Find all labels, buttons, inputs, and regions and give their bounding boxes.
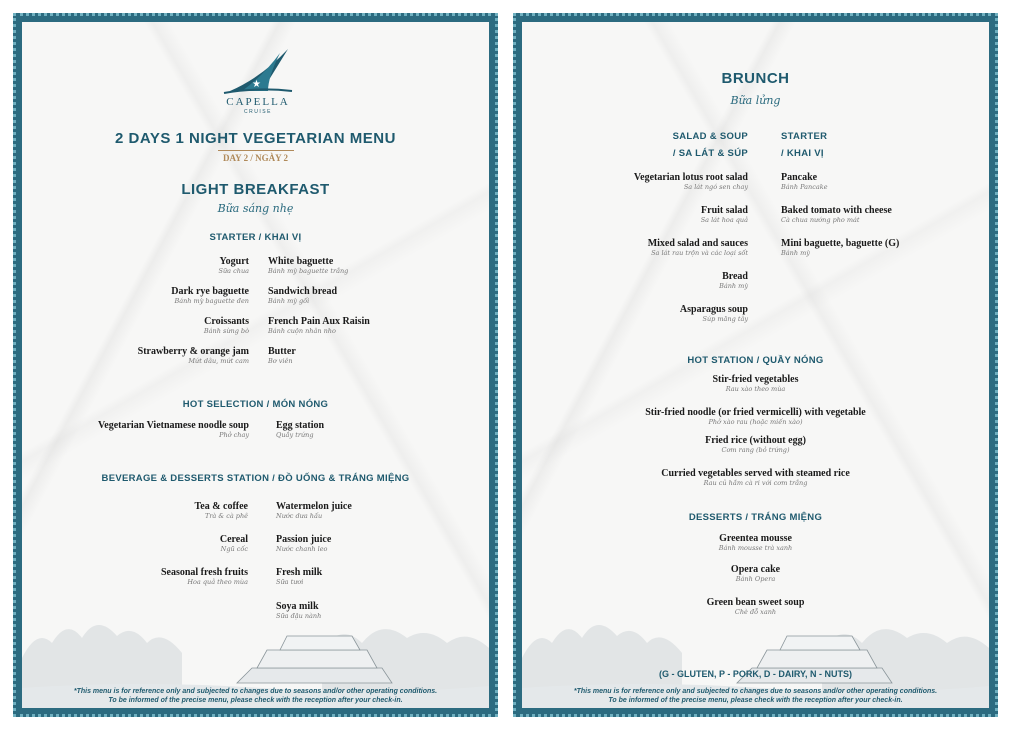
list-item [276, 567, 466, 586]
dish-name: Bread [722, 271, 748, 282]
dish-vn: Rau củ hầm cà ri với cơm trắng [703, 479, 808, 487]
section-heading-salad-vn: / SA LÁT & SÚP [672, 148, 748, 159]
menu-page-left [13, 13, 498, 717]
list-item [522, 468, 989, 487]
capella-sail-logo-icon [222, 47, 294, 97]
dish-name: Soya milk [276, 601, 319, 612]
list-item [781, 172, 981, 191]
dish-name: Fresh milk [276, 567, 323, 578]
dish-name: Yogurt [219, 256, 249, 267]
dish-vn: Bánh mỳ [781, 249, 810, 257]
list-item [522, 533, 989, 552]
dish-vn: Bánh sừng bò [203, 327, 249, 335]
dish-vn: Ngũ cốc [220, 545, 248, 553]
footer-note-1: *This menu is for reference only and subjected to changes due to seasons and/or other operating conditions. [73, 688, 438, 695]
dish-vn: Quầy trứng [276, 431, 314, 439]
list-item [82, 286, 249, 305]
dish-name: White baguette [268, 256, 334, 267]
dish-vn: Bánh mỳ baguette trắng [268, 267, 349, 275]
dish-vn: Nước dưa hấu [276, 512, 323, 520]
list-item [82, 316, 249, 335]
meal-title: BRUNCH [721, 70, 790, 87]
list-item [82, 256, 249, 275]
dish-name: Fried rice (without egg) [705, 435, 806, 446]
dish-vn: Sa lát ngó sen chay [683, 183, 748, 191]
list-item [82, 501, 248, 520]
dish-vn: Trà & cà phê [204, 512, 248, 520]
list-item [781, 205, 981, 224]
section-heading-starter: STARTER [781, 131, 828, 142]
list-item [522, 564, 989, 583]
section-heading-starter: STARTER / KHAI VỊ [209, 232, 302, 243]
dish-vn: Bánh Opera [735, 575, 776, 583]
dish-vn: Bánh mỳ gối [268, 297, 310, 305]
list-item [562, 238, 748, 257]
dish-name: Passion juice [276, 534, 332, 545]
list-item [522, 407, 989, 426]
footer-note-2: To be informed of the precise menu, please check with the reception after your check-in. [108, 697, 403, 704]
dish-vn: Bánh Pancake [781, 183, 828, 191]
dish-name: Curried vegetables served with steamed rice [661, 468, 850, 479]
list-item [42, 420, 249, 439]
dish-name: Fruit salad [701, 205, 748, 216]
section-heading-desserts: DESSERTS / TRÁNG MIỆNG [688, 512, 823, 523]
dish-name: Vegetarian lotus root salad [633, 172, 748, 183]
list-item [82, 567, 248, 586]
dish-vn: Bánh mỳ baguette đen [174, 297, 249, 305]
list-item [522, 435, 989, 454]
dish-name: French Pain Aux Raisin [268, 316, 370, 327]
section-heading-hot: HOT STATION / QUẦY NÓNG [687, 355, 824, 366]
footer-note-1: *This menu is for reference only and subjected to changes due to seasons and/or other operating conditions. [573, 688, 938, 695]
dish-vn: Phở xào rau (hoặc miến xào) [708, 418, 803, 426]
list-item [268, 346, 458, 365]
list-item [268, 286, 458, 305]
dish-name: Croissants [204, 316, 249, 327]
dish-name: Stir-fried noodle (or fried vermicelli) with vegetable [645, 407, 866, 418]
dish-name: Tea & coffee [194, 501, 248, 512]
dish-name: Stir-fried vegetables [712, 374, 799, 385]
list-item [562, 205, 748, 224]
dish-name: Green bean sweet soup [706, 597, 805, 608]
dish-name: Egg station [276, 420, 325, 431]
list-item [276, 420, 466, 439]
list-item [82, 534, 248, 553]
dish-vn: Cà chua nướng pho mát [781, 216, 860, 224]
menu-title: 2 DAYS 1 NIGHT VEGETARIAN MENU [115, 130, 396, 147]
meal-subtitle: Bữa sáng nhẹ [217, 202, 294, 215]
list-item [268, 316, 458, 335]
dish-vn: Bánh mousse trà xanh [718, 544, 793, 552]
day-label: DAY 2 / NGÀY 2 [222, 153, 288, 163]
dish-name: Baked tomato with cheese [781, 205, 892, 216]
dish-vn: Phở chay [219, 431, 249, 439]
dish-name: Asparagus soup [679, 304, 748, 315]
meal-title: LIGHT BREAKFAST [181, 181, 330, 198]
dish-name: Opera cake [730, 564, 781, 575]
list-item [276, 534, 466, 553]
section-heading-starter-vn: / KHAI VỊ [781, 148, 824, 159]
list-item [562, 271, 748, 290]
dish-name: Sandwich bread [268, 286, 338, 297]
dish-vn: Cơm rang (bỏ trứng) [721, 446, 790, 454]
svg-text:★: ★ [252, 79, 261, 90]
dish-name: Strawberry & orange jam [137, 346, 249, 357]
dish-vn: Bơ viên [268, 357, 293, 365]
dish-name: Butter [268, 346, 296, 357]
list-item [562, 304, 748, 323]
dish-vn: Bánh cuộn nhân nho [268, 327, 336, 335]
dish-vn: Sữa đậu nành [276, 612, 322, 620]
dish-name: Greentea mousse [719, 533, 792, 544]
dish-vn: Súp măng tây [702, 315, 748, 323]
divider [218, 150, 294, 151]
list-item [562, 172, 748, 191]
dish-vn: Sa lát hoa quả [700, 216, 748, 224]
brand-tag: CRUISE [244, 109, 272, 115]
dish-vn: Sữa chua [218, 267, 249, 275]
dish-name: Mixed salad and sauces [647, 238, 748, 249]
dish-name: Watermelon juice [276, 501, 352, 512]
meal-subtitle: Bữa lửng [730, 94, 781, 107]
dish-vn: Rau xào theo mùa [725, 385, 786, 393]
menu-page-right [513, 13, 998, 717]
dish-vn: Sữa tươi [276, 578, 304, 586]
section-heading-salad: SALAD & SOUP [672, 131, 748, 142]
dish-vn: Sa lát rau trộn và các loại sốt [651, 249, 748, 257]
dish-vn: Nước chanh leo [276, 545, 328, 553]
list-item [268, 256, 458, 275]
dish-name: Seasonal fresh fruits [160, 567, 248, 578]
footer-note-2: To be informed of the precise menu, please check with the reception after your check-in. [608, 697, 903, 704]
brand-name: CAPELLA [226, 96, 290, 108]
dish-name: Pancake [781, 172, 818, 183]
allergen-legend: (G - GLUTEN, P - PORK, D - DAIRY, N - NUTS) [659, 669, 852, 679]
dish-vn: Hoa quả theo mùa [187, 578, 248, 586]
dish-name: Mini baguette, baguette (G) [781, 238, 900, 249]
dish-vn: Chè đỗ xanh [734, 608, 777, 616]
dish-vn: Mứt dâu, mứt cam [188, 357, 249, 365]
list-item [82, 346, 249, 365]
section-heading-beverage: BEVERAGE & DESSERTS STATION / ĐỒ UỐNG & TRÁNG MIỆNG [101, 473, 410, 484]
dish-vn: Bánh mỳ [719, 282, 748, 290]
dish-name: Vegetarian Vietnamese noodle soup [97, 420, 249, 431]
dish-name: Dark rye baguette [171, 286, 249, 297]
list-item [276, 501, 466, 520]
list-item [522, 374, 989, 393]
list-item [781, 238, 981, 257]
dish-name: Cereal [219, 534, 248, 545]
section-heading-hot: HOT SELECTION / MÓN NÓNG [182, 399, 329, 410]
